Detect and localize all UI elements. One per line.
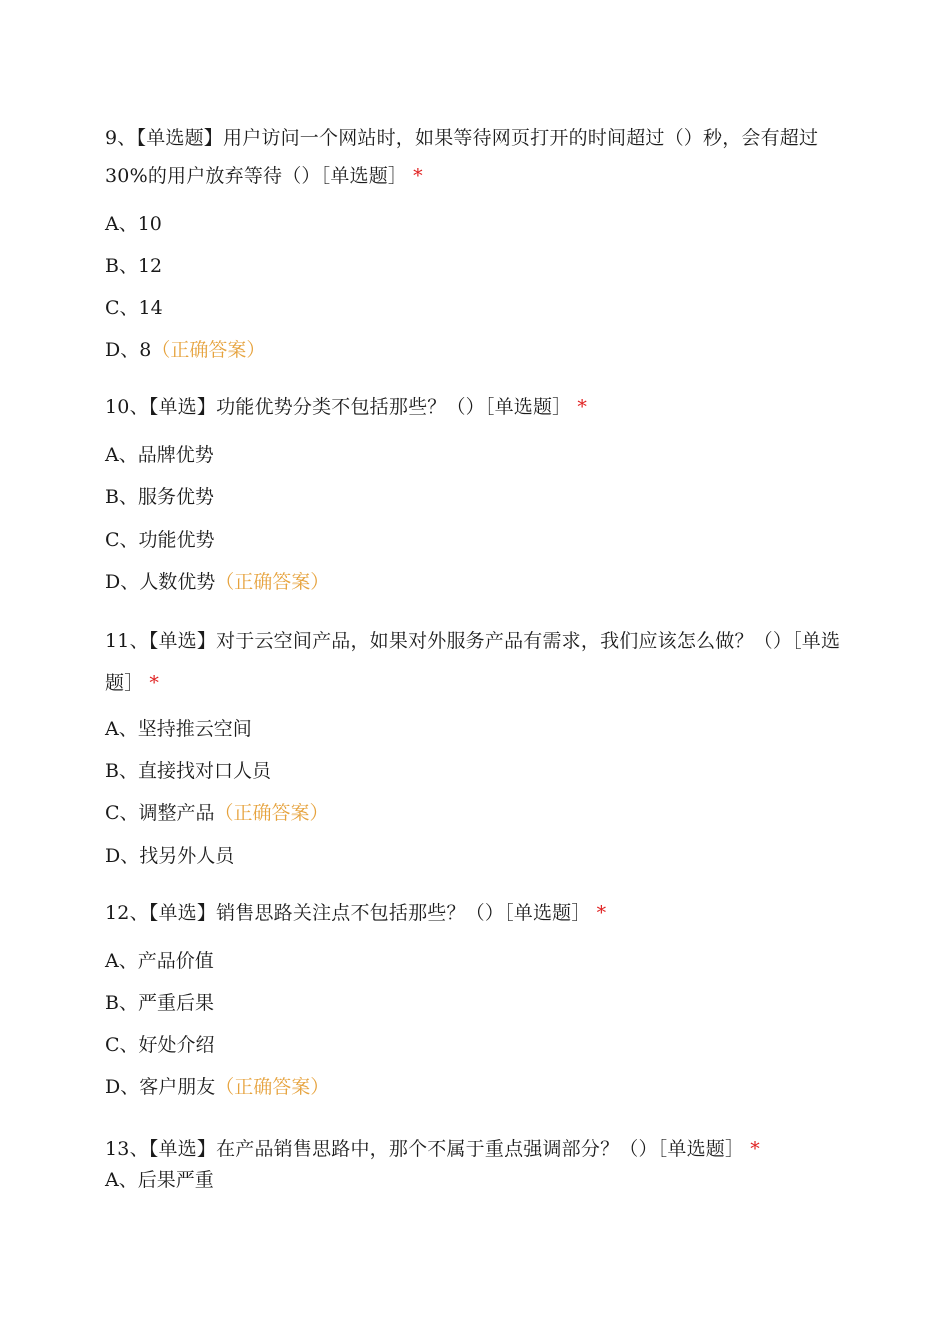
option-text: A、10 (105, 213, 162, 235)
option-c (105, 527, 215, 553)
option-a (105, 1167, 214, 1193)
option-text: D、客户朋友 (105, 1076, 216, 1098)
option-text: B、直接找对口人员 (105, 760, 271, 782)
option-text: B、12 (105, 255, 163, 277)
option-d (105, 1074, 329, 1100)
option-text: A、产品价值 (105, 950, 214, 972)
option-d (105, 843, 234, 869)
option-b (105, 484, 214, 510)
option-b (105, 990, 214, 1016)
option-text: A、后果严重 (105, 1169, 214, 1191)
required-mark: * (577, 396, 588, 418)
question-text: 10、【单选】功能优势分类不包括那些？（）［单选题］ (105, 396, 572, 418)
option-d (105, 569, 329, 595)
option-b (105, 253, 162, 279)
correct-answer-label: （正确答案） (214, 802, 329, 824)
question-title (105, 119, 850, 195)
question-title (105, 620, 850, 704)
required-mark: * (750, 1138, 760, 1160)
question-text: 11、【单选】对于云空间产品，如果对外服务产品有需求，我们应该怎么做？（）［单选题］ (105, 630, 841, 694)
option-c (105, 800, 329, 826)
option-d (105, 337, 265, 363)
option-text: C、好处介绍 (105, 1034, 215, 1056)
question-text: 13、【单选】在产品销售思路中，那个不属于重点强调部分？（）［单选题］ (105, 1138, 745, 1160)
option-text: C、14 (105, 297, 163, 319)
option-a (105, 442, 214, 468)
correct-answer-label: （正确答案） (215, 571, 330, 593)
question-text: 12、【单选】销售思路关注点不包括那些？（）［单选题］ (105, 902, 591, 924)
option-text: B、严重后果 (105, 992, 214, 1014)
option-a (105, 948, 214, 974)
required-mark: * (596, 902, 607, 924)
question-title (105, 894, 850, 932)
option-c (105, 295, 163, 321)
option-c (105, 1032, 215, 1058)
option-text: D、8 (105, 339, 152, 361)
option-text: C、功能优势 (105, 529, 215, 551)
correct-answer-label: （正确答案） (215, 1076, 330, 1098)
required-mark: * (149, 672, 160, 694)
option-text: A、品牌优势 (105, 444, 214, 466)
question-title (105, 1130, 850, 1168)
required-mark: * (413, 165, 423, 187)
option-a (105, 211, 162, 237)
option-a (105, 716, 252, 742)
option-b (105, 758, 271, 784)
option-text: A、坚持推云空间 (105, 718, 252, 740)
correct-answer-label: （正确答案） (151, 339, 266, 361)
question-title (105, 388, 850, 426)
option-text: D、找另外人员 (105, 845, 235, 867)
option-text: C、调整产品 (105, 802, 215, 824)
option-text: B、服务优势 (105, 486, 214, 508)
question-text: 9、【单选题】用户访问一个网站时，如果等待网页打开的时间超过（）秒，会有超过 30%的用户放弃等待（）［单选题］ (105, 127, 819, 187)
option-text: D、人数优势 (105, 571, 216, 593)
